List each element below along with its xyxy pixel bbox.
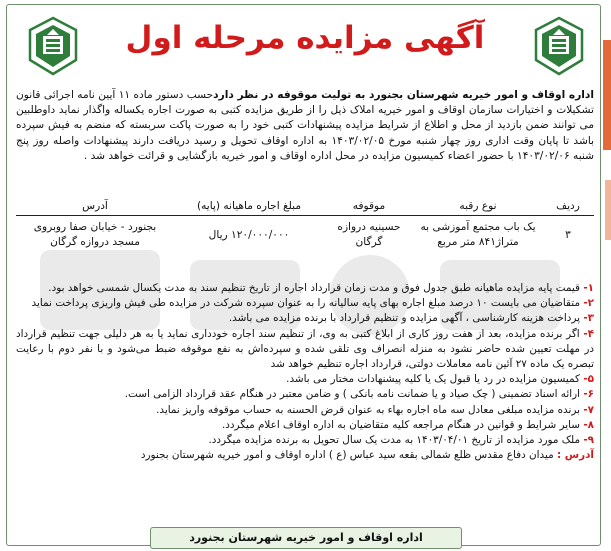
cell-address: بجنورد - خیابان صفا روبروی مسجد دروازه گرگان [33,221,157,248]
awqaf-emblem-icon [532,16,586,76]
list-item: ۴- اگر برنده مزایده، بعد از هفت روز کاری از ابلاغ کتبی به وی، از تنظیم سند اجاره خودداری نماید یا به هر دلیلی جهت تنظیم قرارداد در مهلت تعیین شده حاضر نشود به منزله انصراف وی تلقی شده و سپرده‌اش به نفع موقوفه ضبط می‌شود و با نفر دوم با رعایت تبصره یک ماده ۲۷ آئین نامه معاملات دولتی، قرارداد اجاره تنظیم خواهد شد [16,327,594,371]
table-row [16,216,594,255]
list-item: ۲- متقاضیان می بایست ۱۰ درصد مبلغ اجاره بهای پایه سالیانه را به عنوان سپرده شرکت در مزایده طی فیش واریزی پرداخت نماید [31,297,594,310]
cell-rent: ۱۲۰/۰۰۰/۰۰۰ ریال [208,228,290,241]
list-item: ۳- پرداخت هزینه کارشناسی ، آگهی مزایده و تنظیم قرارداد با برنده مزایده می باشد. [228,312,594,325]
intro-text: حسب دستور ماده ۱۱ آیین نامه اجرائی قانون تشکیلات و اختیارات سازمان اوقاف و امور خیریه املاک ذیل را از طریق مزایده کتبی به صورت اجاره یکساله واگذار نماید داوطلبین می توانند ضمن بازدید از محل و اطلاع از شرایط مزایده پیشنهادات کتبی خود را به صورت پاکت سربسته که منضم به فیش سپرده باشد تا پایان وقت اداری روز چهار شنبه مورخ ۱۴۰۳/۰۲/۰۵ به اداره اوقاف تحویل و رسید دریافت دارند پیشنهادات واصله روز پنج شنبه ۱۴۰۳/۰۲/۰۶ با حضور اعضاء کمیسیون مزایده در محل اداره اوقاف و امور خیریه بازگشایی و قرائت خواهد شد . [16,89,595,162]
list-item: ۶- ارائه اسناد تضمینی ( چک صیاد و یا ضمانت نامه بانکی ) و ضامن معتبر در هنگام عقد قرارداد الزامی است. [124,388,594,401]
col-header-endowment: موقوفه [324,197,414,216]
list-item: ۹- ملک مورد مزایده از تاریخ ۱۴۰۳/۰۴/۰۱ به مدت یک سال تحویل به برنده مزایده میگردد. [208,434,594,447]
edge-strip-light [605,180,611,240]
conditions-list [16,281,594,463]
list-item: ۵- کمیسیون مزایده در رد یا قبول یک یا کلیه پیشنهادات مختار می باشد. [286,373,594,386]
table-header-row [16,197,594,216]
col-header-address: آدرس [16,197,174,216]
notice-border [6,4,601,546]
edge-strip [603,40,611,150]
cell-endowment: حسینیه دروازه گرگان [337,221,401,248]
notice-title: آگهی مزایده مرحله اول [125,20,485,56]
col-header-type: نوع رقبه [414,197,542,216]
col-header-rent: مبلغ اجاره ماهیانه (پایه) [174,197,324,216]
awqaf-emblem-icon [26,16,80,76]
list-item: ۱- قیمت پایه مزایده ماهیانه طبق جدول فوق و مدت زمان قرارداد اجاره از تاریخ تنظیم سند به مدت یکسال شمسی خواهد بود. [48,282,594,294]
auction-table [16,197,594,254]
footer-office-name: اداره اوقاف و امور خیریه شهرستان بجنورد [150,527,462,549]
address-line: آدرس : میدان دفاع مقدس ظلع شمالی بقعه سید عباس (ع ) اداره اوقاف و امور خیریه شهرستان بجنورد [140,449,594,462]
list-item: ۸- سایر شرایط و قوانین در هنگام مراجعه کلیه متقاضیان به اداره اوقاف اعلام میگردد. [221,418,594,431]
list-item: ۷- برنده مزایده مبلغی معادل سه ماه اجاره بهاء به عنوان قرض الحسنه به حساب موقوفه واریز نماید. [156,403,594,416]
col-header-row-no: ردیف [542,197,594,216]
cell-type: یک باب مجتمع آموزشی به متراژ۸۴۱ متر مربع [420,221,536,248]
cell-row-no: ۳ [565,228,571,241]
intro-paragraph [16,88,594,164]
intro-lead: اداره اوقاف و امور خیریه شهرستان بجنورد به تولیت موقوفه در نظر دارد [213,89,594,101]
